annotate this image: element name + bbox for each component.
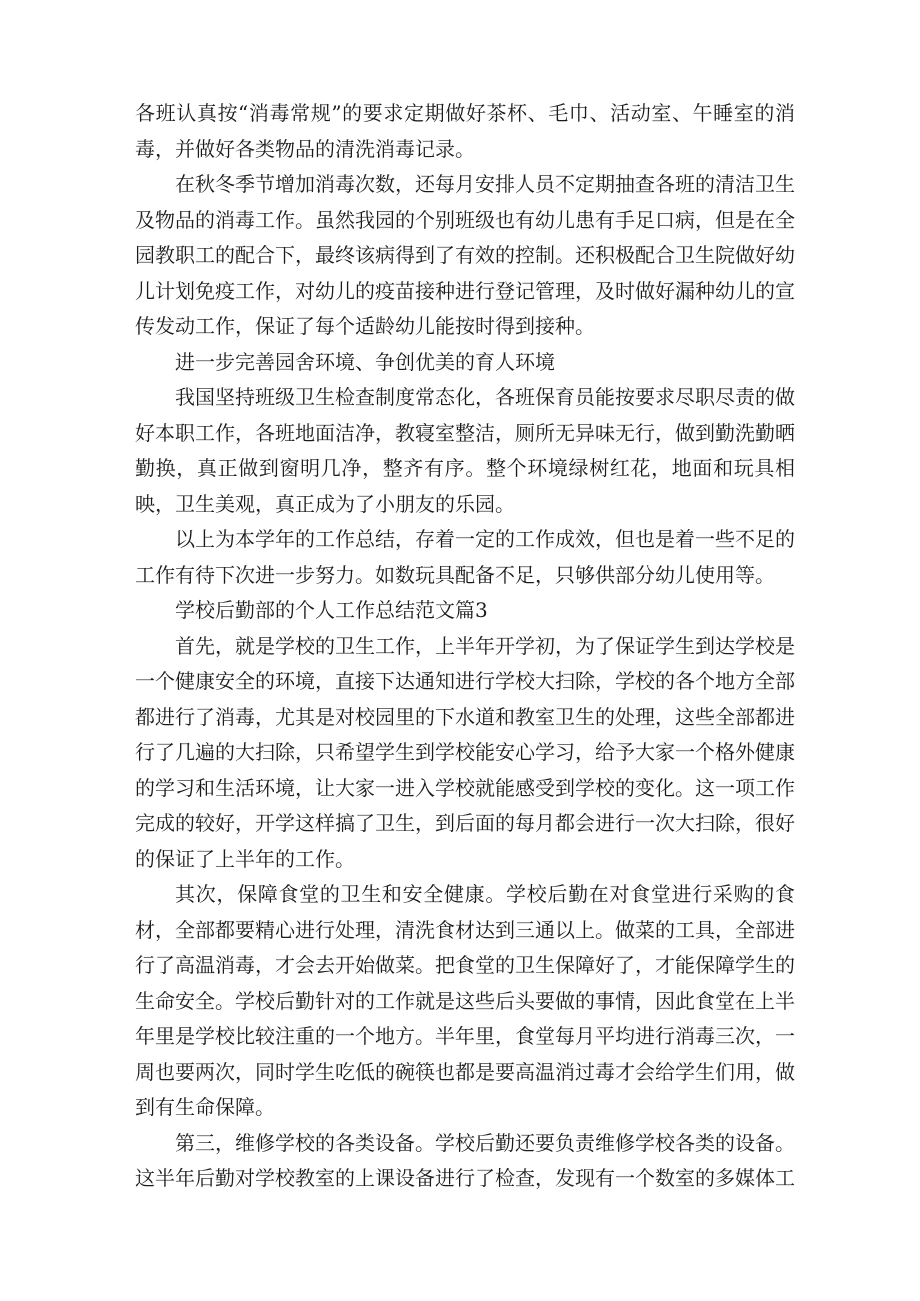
paragraph-2: 在秋冬季节增加消毒次数，还每月安排人员不定期抽查各班的清洁卫生及物品的消毒工作。虽然我园的个别班级也有幼儿患有手足口病，但是在全园教职工的配合下，最终该病得到了有效的控制。还积极配合卫生院做好幼儿计划免疫工作，对幼儿的疫苗接种进行登记管理，及时做好漏种幼儿的宣传发动工作，保证了每个适龄幼儿能按时得到接种。	[135, 172, 795, 338]
article-title-3: 学校后勤部的个人工作总结范文篇3	[175, 598, 488, 622]
paragraph-3: 我国坚持班级卫生检查制度常态化，各班保育员能按要求尽职尽责的做好本职工作，各班地面洁净，教寝室整洁，厕所无异味无行，做到勤洗勤晒勤换，真正做到窗明几净，整齐有序。整个环境绿树红花，地面和玩具相映，卫生美观，真正成为了小朋友的乐园。	[135, 385, 795, 516]
paragraph-4: 以上为本学年的工作总结，存着一定的工作成效，但也是着一些不足的工作有待下次进一步努力。如数玩具配备不足，只够供部分幼儿使用等。	[135, 527, 795, 587]
paragraph-6: 其次，保障食堂的卫生和安全健康。学校后勤在对食堂进行采购的食材，全部都要精心进行处理，清洗食材达到三通以上。做菜的工具，全部进行了高温消毒，才会去开始做菜。把食堂的卫生保障好了，才能保障学生的生命安全。学校后勤针对的工作就是这些后头要做的事情，因此食堂在上半年里是学校比较注重的一个地方。半年里，食堂每月平均进行消毒三次，一周也要两次，同时学生吃低的碗筷也都是要高温消过毒才会给学生们用，做到有生命保障。	[135, 882, 795, 1119]
paragraph-1: 各班认真按“消毒常规”的要求定期做好茶杯、毛巾、活动室、午睡室的消毒，并做好各类物品的清洗消毒记录。	[135, 101, 795, 161]
paragraph-7: 第三，维修学校的各类设备。学校后勤还要负责维修学校各类的设备。这半年后勤对学校教室的上课设备进行了检查，发现有一个数室的多媒体工	[135, 1130, 795, 1190]
section-heading-environment: 进一步完善园舍环境、争创优美的育人环境	[175, 349, 555, 374]
document-page	[135, 96, 795, 1197]
paragraph-5: 首先，就是学校的卫生工作，上半年开学初，为了保证学生到达学校是一个健康安全的环境，直接下达通知进行学校大扫除，学校的各个地方全部都进行了消毒，尤其是对校园里的下水道和教室卫生的处理，这些全部都进行了几遍的大扫除，只希望学生到学校能安心学习，给予大家一个格外健康的学习和生活环境，让大家一进入学校就能感受到学校的变化。这一项工作完成的较好，开学这样搞了卫生，到后面的每月都会进行一次大扫除，很好的保证了上半年的工作。	[135, 633, 795, 871]
